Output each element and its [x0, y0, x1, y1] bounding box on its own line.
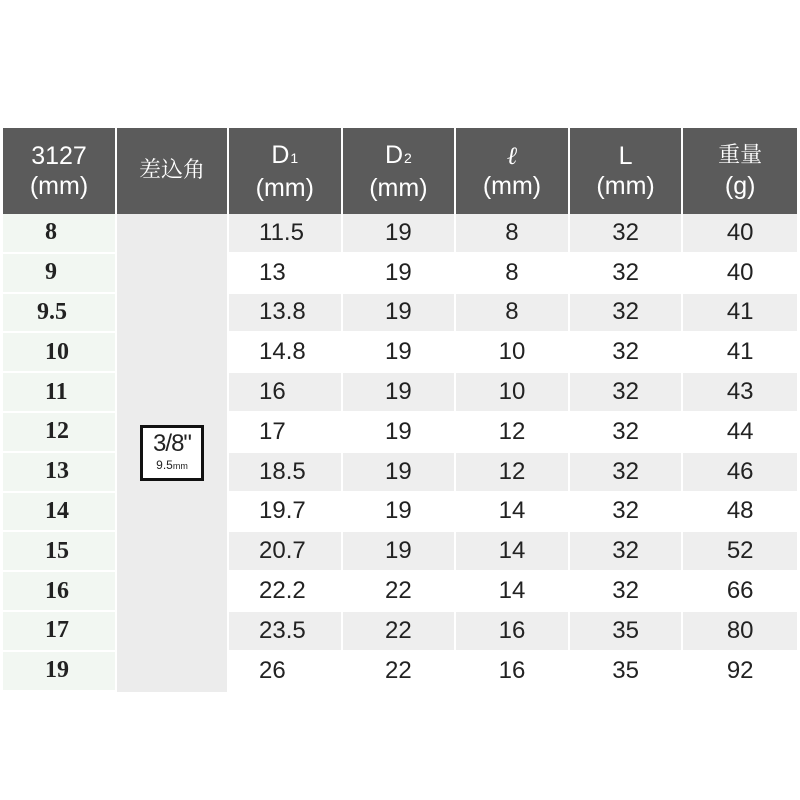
header-subscript: 2 — [404, 149, 412, 166]
header-unit: (mm) — [596, 172, 655, 200]
l-cell: 12 — [456, 413, 570, 453]
header-d1 — [229, 128, 343, 214]
table-header — [3, 128, 797, 214]
weight-cell: 43 — [683, 373, 797, 413]
L-cell: 32 — [570, 254, 684, 294]
d2-cell: 19 — [343, 453, 457, 493]
l-cell: 16 — [456, 612, 570, 652]
weight-cell: 80 — [683, 612, 797, 652]
L-cell: 32 — [570, 572, 684, 612]
header-letter: D — [271, 140, 290, 169]
d2-cell: 19 — [343, 254, 457, 294]
L-cell: 32 — [570, 294, 684, 334]
l-cell: 8 — [456, 214, 570, 254]
d2-cell: 22 — [343, 612, 457, 652]
size-cell: 16 — [3, 572, 117, 612]
d1-cell: 19.7 — [229, 493, 343, 533]
header-d2 — [343, 128, 457, 214]
l-cell: 10 — [456, 373, 570, 413]
size-cell: 10 — [3, 333, 117, 373]
weight-cell: 48 — [683, 493, 797, 533]
weight-cell: 40 — [683, 214, 797, 254]
d1-cell: 14.8 — [229, 333, 343, 373]
l-cell: 12 — [456, 453, 570, 493]
l-cell: 16 — [456, 652, 570, 692]
weight-cell: 40 — [683, 254, 797, 294]
size-cell: 14 — [3, 493, 117, 533]
size-cell: 9.5 — [3, 294, 117, 334]
d1-cell: 17 — [229, 413, 343, 453]
l-cell: 14 — [456, 532, 570, 572]
drive-size-metric — [143, 458, 201, 473]
header-label: ℓ — [506, 141, 518, 170]
L-cell: 32 — [570, 453, 684, 493]
d1-cell: 22.2 — [229, 572, 343, 612]
header-unit: (mm) — [482, 172, 542, 200]
header-label: L — [618, 142, 633, 170]
drive-size-cell — [117, 214, 229, 692]
d1-cell: 20.7 — [229, 532, 343, 572]
d2-cell: 19 — [343, 413, 457, 453]
header-unit: (mm) — [29, 172, 89, 200]
header-label: 重量 — [718, 143, 763, 168]
header-unit: (mm) — [369, 173, 428, 202]
drive-size-mm-value: 9.5 — [156, 457, 173, 472]
d1-cell: 26 — [229, 652, 343, 692]
d1-cell: 13.8 — [229, 294, 343, 334]
d2-cell: 22 — [343, 652, 457, 692]
drive-size-inch: 3/8" — [153, 429, 191, 457]
size-cell: 17 — [3, 612, 117, 652]
header-length — [570, 128, 684, 214]
weight-cell: 44 — [683, 413, 797, 453]
size-cell: 15 — [3, 532, 117, 572]
weight-cell: 52 — [683, 532, 797, 572]
L-cell: 32 — [570, 413, 684, 453]
size-cell: 19 — [3, 652, 117, 692]
d2-cell: 22 — [343, 572, 457, 612]
L-cell: 32 — [570, 333, 684, 373]
L-cell: 32 — [570, 214, 684, 254]
header-drive-size — [117, 128, 229, 214]
header-label: 差込角 — [138, 158, 205, 183]
header-small-l — [456, 128, 570, 214]
size-cell: 11 — [3, 373, 117, 413]
size-cell: 13 — [3, 453, 117, 493]
l-cell: 14 — [456, 572, 570, 612]
header-unit: (mm) — [255, 173, 314, 202]
weight-cell: 41 — [683, 333, 797, 373]
d2-cell: 19 — [343, 373, 457, 413]
drive-size-mm-unit: mm — [172, 460, 188, 471]
d1-cell: 13 — [229, 254, 343, 294]
header-label-d1 — [229, 140, 341, 173]
L-cell: 32 — [570, 493, 684, 533]
header-letter: D — [384, 140, 404, 169]
L-cell: 35 — [570, 612, 684, 652]
d2-cell: 19 — [343, 294, 457, 334]
l-cell: 8 — [456, 294, 570, 334]
header-unit: (g) — [724, 172, 756, 200]
d1-cell: 23.5 — [229, 612, 343, 652]
header-weight — [683, 128, 797, 214]
l-cell: 10 — [456, 333, 570, 373]
l-cell: 8 — [456, 254, 570, 294]
d2-cell: 19 — [343, 214, 457, 254]
L-cell: 32 — [570, 373, 684, 413]
drive-size-badge — [140, 425, 204, 481]
weight-cell: 46 — [683, 453, 797, 493]
L-cell: 32 — [570, 532, 684, 572]
size-cell: 8 — [3, 214, 117, 254]
header-row — [3, 128, 797, 214]
d2-cell: 19 — [343, 532, 457, 572]
spec-table — [3, 128, 797, 692]
weight-cell: 92 — [683, 652, 797, 692]
table-row — [3, 214, 797, 254]
weight-cell: 66 — [683, 572, 797, 612]
header-label-d2 — [343, 140, 455, 173]
table-body — [3, 214, 797, 692]
l-cell: 14 — [456, 493, 570, 533]
header-label: 3127 — [31, 142, 87, 170]
d2-cell: 19 — [343, 493, 457, 533]
d1-cell: 16 — [229, 373, 343, 413]
header-model-mm — [3, 128, 117, 214]
d1-cell: 11.5 — [229, 214, 343, 254]
header-subscript: 1 — [290, 149, 299, 166]
d1-cell: 18.5 — [229, 453, 343, 493]
weight-cell: 41 — [683, 294, 797, 334]
d2-cell: 19 — [343, 333, 457, 373]
L-cell: 35 — [570, 652, 684, 692]
size-cell: 9 — [3, 254, 117, 294]
size-cell: 12 — [3, 413, 117, 453]
